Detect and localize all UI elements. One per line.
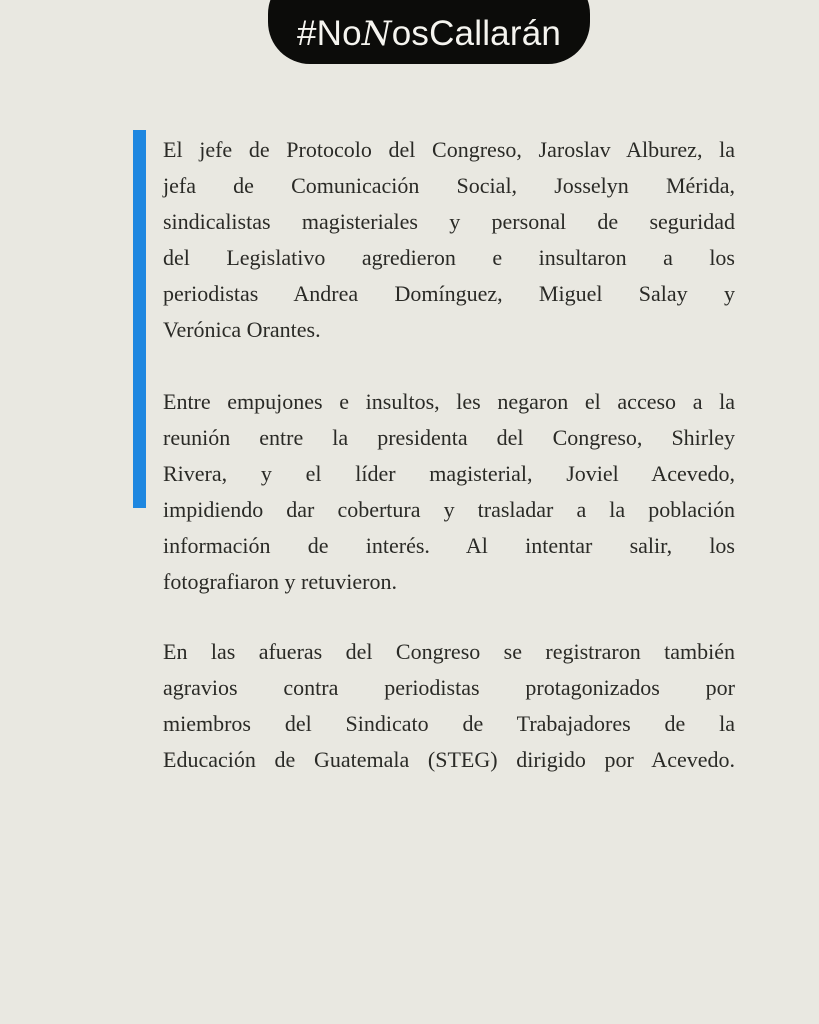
- text-line: agravios contra periodistas protagonizados por: [163, 675, 735, 700]
- text-line: información de interés. Al intentar salir, los: [163, 533, 735, 558]
- hashtag-prefix: #No: [296, 14, 362, 53]
- text-line: jefa de Comunicación Social, Josselyn Mérida,: [163, 173, 735, 198]
- text-line: miembros del Sindicato de Trabajadores de la: [163, 711, 735, 736]
- text-line: Entre empujones e insultos, les negaron el acceso a la: [163, 389, 735, 414]
- text-line: Verónica Orantes.: [163, 317, 321, 342]
- text-line: En las afueras del Congreso se registraron también: [163, 639, 735, 664]
- text-line: impidiendo dar cobertura y trasladar a la población: [163, 497, 735, 522]
- text-line: del Legislativo agredieron e insultaron a los: [163, 245, 735, 270]
- text-line: reunión entre la presidenta del Congreso, Shirley: [163, 425, 735, 450]
- quote-block: [163, 132, 735, 778]
- hashtag-badge-label: [296, 14, 562, 54]
- text-line: sindicalistas magisteriales y personal de seguridad: [163, 209, 735, 234]
- text-line: Rivera, y el líder magisterial, Joviel Acevedo,: [163, 461, 735, 486]
- paragraph-3: [163, 634, 735, 778]
- text-line: periodistas Andrea Domínguez, Miguel Salay y: [163, 281, 735, 306]
- text-line: fotografiaron y retuvieron.: [163, 569, 397, 594]
- paragraph-2: [163, 384, 735, 600]
- paragraph-1: [163, 132, 735, 348]
- hashtag-badge: [268, 0, 590, 64]
- hashtag-fancy-n: N: [361, 14, 392, 54]
- text-line: Educación de Guatemala (STEG) dirigido por Acevedo.: [163, 747, 735, 772]
- text-line: El jefe de Protocolo del Congreso, Jaroslav Alburez, la: [163, 137, 735, 162]
- quote-accent-bar: [133, 130, 146, 508]
- hashtag-suffix: osCallarán: [391, 14, 562, 53]
